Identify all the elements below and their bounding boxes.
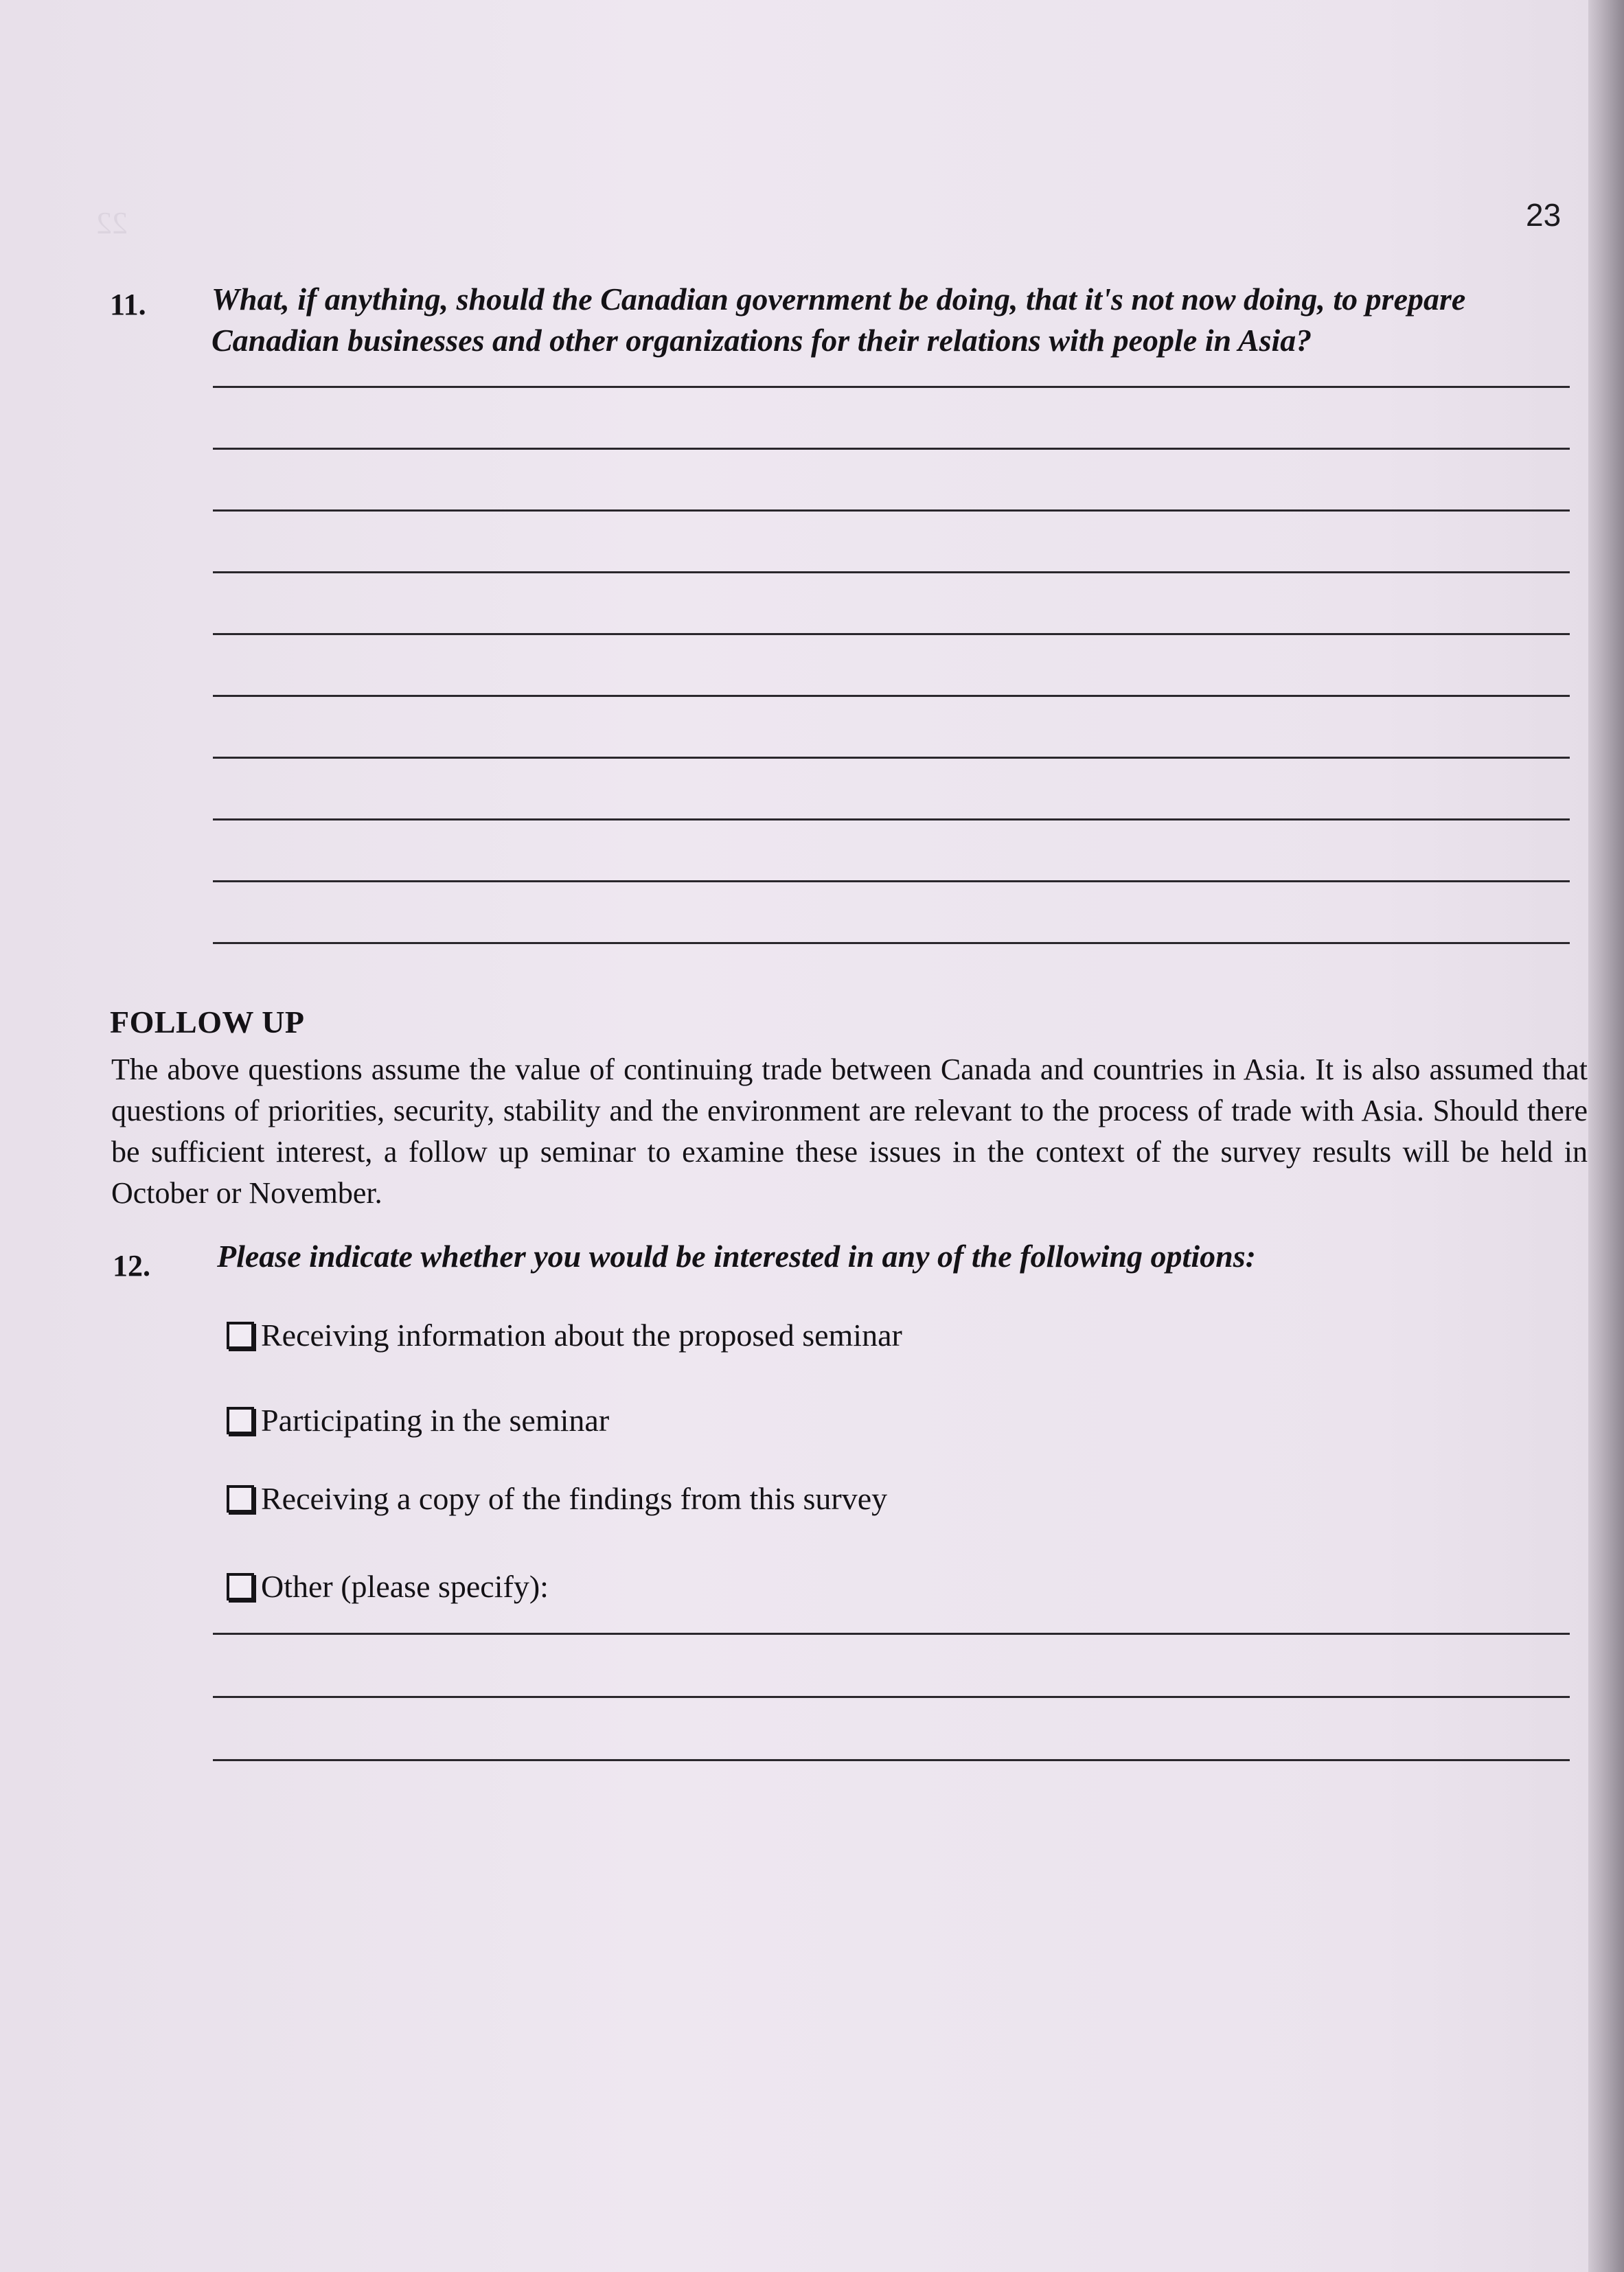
follow-up-body: The above questions assume the value of continuing trade between Canada and countries in Asia. It is also assumed that questions of priorities, security, stability and the environment are relevant to the process of trade with Asia. Should there be sufficient interest, a follow up seminar to examine these issues in the context of the survey results will be held in October or November. [111,1053,1588,1210]
specify-line[interactable] [213,1633,1570,1635]
answer-line[interactable] [213,509,1570,512]
checkbox[interactable] [227,1322,254,1349]
option-other[interactable] [227,1568,549,1605]
answer-line[interactable] [213,633,1570,635]
answer-line[interactable] [213,695,1570,697]
answer-line[interactable] [213,386,1570,388]
answer-line[interactable] [213,571,1570,573]
question-11-number: 11. [110,288,146,321]
answer-line[interactable] [213,448,1570,450]
question-11-text-line-2: Canadian businesses and other organizations for their relations with people in Asia? [211,323,1312,358]
option-label: Participating in the seminar [261,1403,610,1438]
page-number: 23 [1526,197,1562,233]
option-label: Receiving a copy of the findings from this survey [261,1481,888,1516]
option-receiving-information[interactable] [227,1317,902,1353]
option-receiving-copy[interactable] [227,1480,887,1517]
answer-line[interactable] [213,942,1570,944]
answer-line[interactable] [213,880,1570,882]
option-label: Receiving information about the proposed seminar [261,1318,902,1353]
option-participating[interactable] [227,1402,609,1438]
answer-line[interactable] [213,818,1570,821]
question-11-text-line-1: What, if anything, should the Canadian government be doing, that it's not now doing, to prepare [211,282,1466,317]
question-12-text: Please indicate whether you would be interested in any of the following options: [217,1239,1256,1274]
specify-line[interactable] [213,1759,1570,1761]
specify-line[interactable] [213,1696,1570,1698]
checkbox[interactable] [227,1485,254,1513]
bleed-through-page-number: 22 [96,205,128,240]
checkbox[interactable] [227,1573,254,1600]
follow-up-title: FOLLOW UP [110,1005,305,1040]
page-edge-shadow [1588,0,1624,2272]
checkbox[interactable] [227,1407,254,1434]
option-label: Other (please specify): [261,1569,549,1604]
question-12-number: 12. [113,1249,150,1283]
answer-line[interactable] [213,757,1570,759]
question-11-text [211,279,1465,361]
